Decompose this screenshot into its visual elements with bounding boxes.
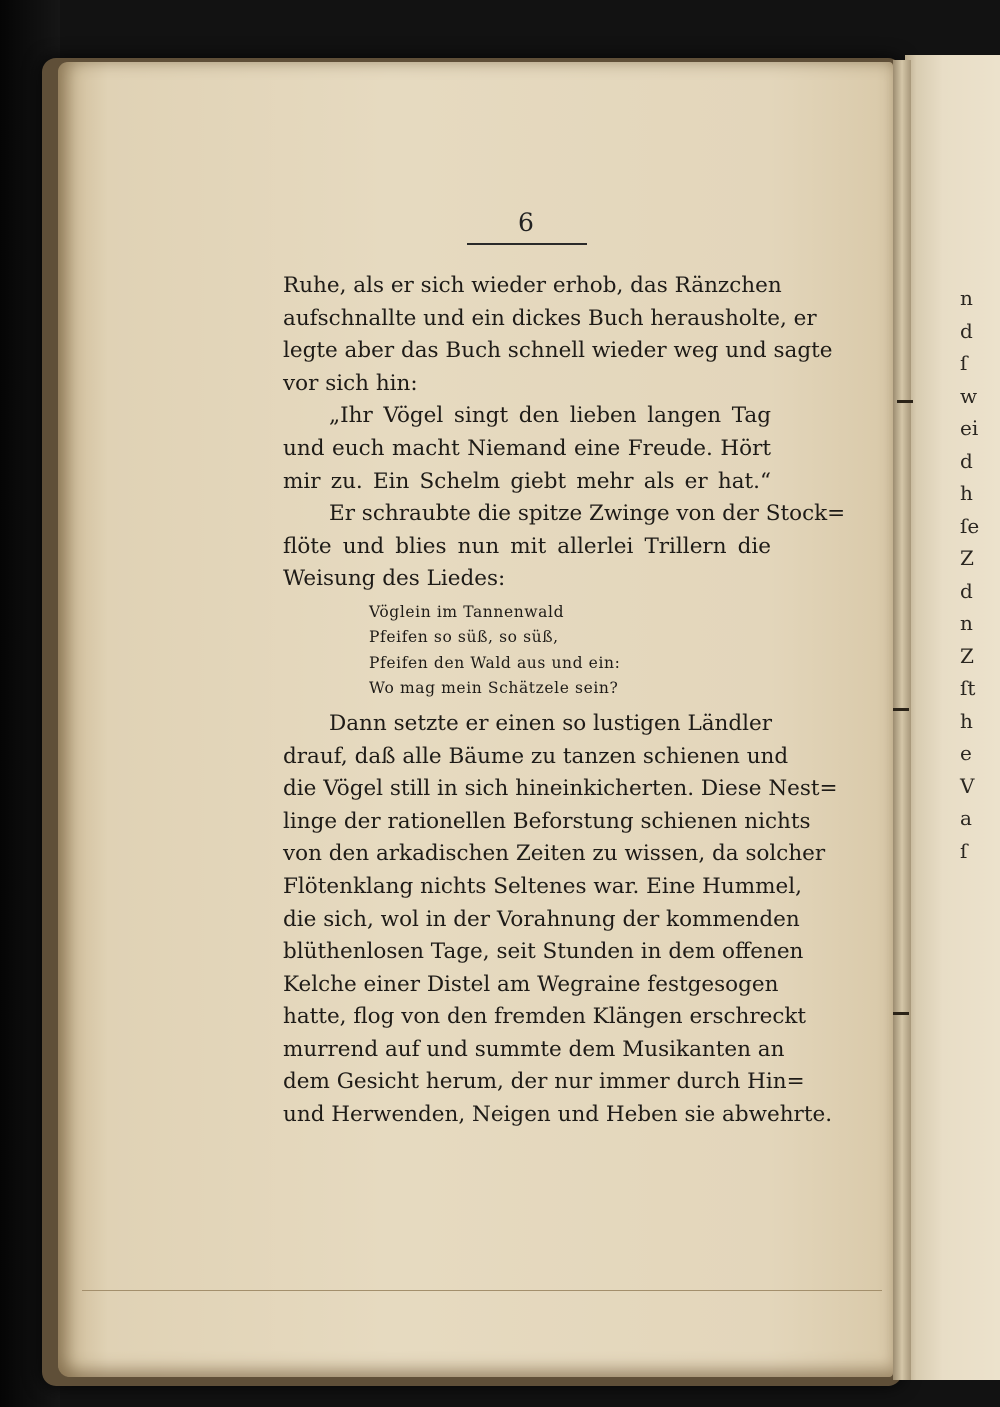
verse-line: Wo mag mein Schätzele sein? (369, 679, 619, 698)
text-line: hatte, flog von den fremden Klängen erschreckt (283, 1004, 807, 1030)
verse-line: Pfeifen den Wald aus und ein: (369, 653, 621, 672)
fragment: h (960, 708, 973, 733)
text-line: mir zu. Ein Schelm giebt mehr als er hat.“ (283, 468, 771, 494)
fragment: w (960, 383, 978, 408)
page-number: 6 (518, 208, 534, 237)
text-line: Dann setzte er einen so lustigen Ländler (329, 710, 773, 736)
body-text (283, 270, 846, 1132)
text-line: die sich, wol in der Vorahnung der kommenden (283, 906, 800, 932)
fragment: ei (960, 416, 979, 440)
header-rule (467, 243, 587, 245)
fragment: a (960, 806, 972, 830)
text-line: vor sich hin: (283, 370, 418, 396)
text-line: die Vögel still in sich hineinkicherten. Diese Nest= (283, 776, 838, 802)
next-page-fragments (960, 282, 1000, 867)
fragment: ſ (960, 351, 968, 375)
text-line: Er schraubte die spitze Zwinge von der Stock= (329, 501, 846, 527)
fragment: h (960, 481, 973, 505)
binding-thread-mark (893, 1012, 909, 1015)
fragment: e (960, 741, 972, 765)
text-line: Kelche einer Distel am Wegraine festgesogen (283, 971, 779, 997)
fragment: Z (960, 643, 974, 668)
fragment: ſt (960, 676, 976, 700)
text-line: dem Gesicht herum, der nur immer durch Hin= (283, 1069, 805, 1095)
text-line: „Ihr Vögel singt den lieben langen Tag (329, 403, 771, 429)
binding-thread-mark (897, 400, 913, 403)
fragment: d (960, 578, 973, 603)
book-gutter (893, 60, 911, 1380)
text-line: drauf, daß alle Bäume zu tanzen schienen und (283, 743, 789, 769)
text-line: Weisung des Liedes: (283, 566, 506, 592)
text-line: aufschnallte und ein dickes Buch herausholte, er (283, 305, 817, 331)
text-line: und Herwenden, Neigen und Heben sie abwehrte. (283, 1102, 833, 1128)
text-line: Ruhe, als er sich wieder erhob, das Ränzchen (283, 273, 782, 298)
fragment: n (960, 611, 973, 635)
text-line: Flötenklang nichts Seltenes war. Eine Hummel, (283, 873, 802, 899)
text-line: linge der rationellen Beforstung schienen nichts (283, 808, 811, 834)
page-edge-line (82, 1290, 882, 1291)
fragment: d (960, 448, 973, 473)
fragment: ſe (960, 513, 980, 538)
text-line: legte aber das Buch schnell wieder weg und sagte (283, 338, 833, 364)
fragment: ſ (960, 838, 968, 863)
text-line: murrend auf und summte dem Musikanten an (283, 1036, 785, 1062)
verse-line: Vöglein im Tannenwald (369, 602, 565, 621)
text-line: blüthenlosen Tage, seit Stunden in dem offenen (283, 939, 804, 965)
text-line: flöte und blies nun mit allerlei Trillern die (283, 533, 771, 559)
fragment: d (960, 318, 973, 343)
binding-thread-mark (893, 708, 909, 711)
fragment: V (960, 773, 975, 798)
fragment: Z (960, 546, 974, 570)
verse-line: Pfeifen so süß, so süß, (369, 628, 559, 647)
fragment: n (960, 286, 973, 310)
text-line: von den arkadischen Zeiten zu wissen, da solcher (283, 841, 826, 867)
text-line: und euch macht Niemand eine Freude. Hört (283, 435, 771, 461)
